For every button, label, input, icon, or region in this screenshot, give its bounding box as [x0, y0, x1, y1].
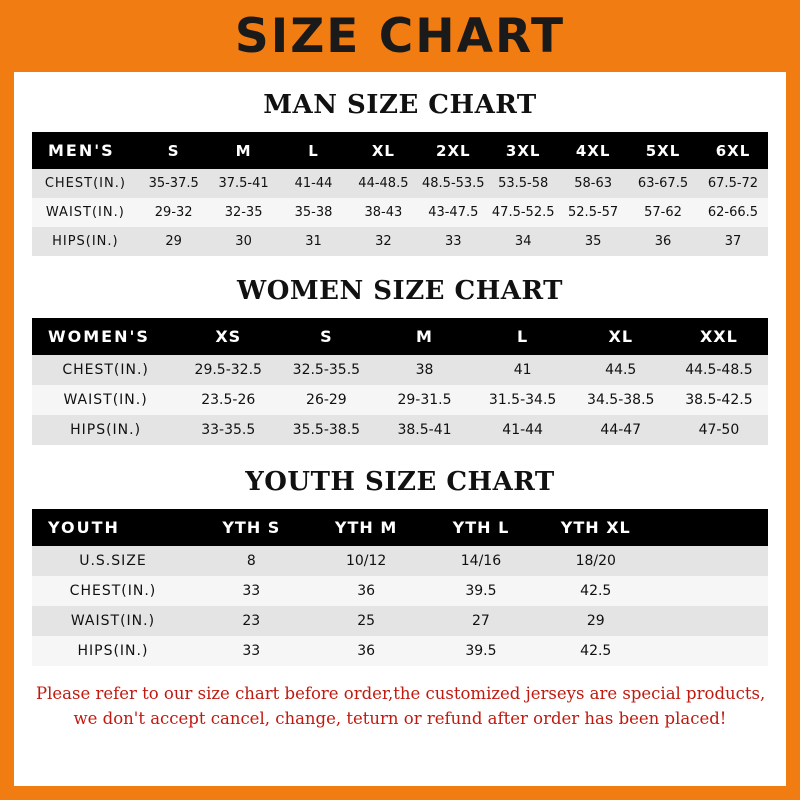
women-row-0-label: CHEST(IN.): [32, 355, 179, 385]
youth-col-0: YTH S: [194, 509, 309, 546]
women-r1-c5: 38.5-42.5: [670, 385, 768, 415]
men-r2-c8: 37: [698, 227, 768, 256]
men-table-body: [32, 169, 768, 256]
women-r0-c3: 41: [474, 355, 572, 385]
youth-r1-c4: [653, 576, 768, 606]
women-r1-c1: 26-29: [277, 385, 375, 415]
table-row: [32, 355, 768, 385]
youth-r2-c1: 25: [309, 606, 424, 636]
men-r1-c0: 29-32: [139, 198, 209, 227]
men-size-table: [32, 132, 768, 256]
men-r1-c4: 43-47.5: [418, 198, 488, 227]
women-size-table: [32, 318, 768, 445]
youth-col-2: YTH L: [424, 509, 539, 546]
women-r2-c3: 41-44: [474, 415, 572, 445]
men-header-row: [32, 132, 768, 169]
men-r2-c3: 32: [348, 227, 418, 256]
youth-row-3-label: HIPS(IN.): [32, 636, 194, 666]
men-r0-c7: 63-67.5: [628, 169, 698, 198]
table-row: [32, 576, 768, 606]
women-r2-c2: 38.5-41: [375, 415, 473, 445]
men-section-title: MAN SIZE CHART: [263, 90, 537, 120]
women-r2-c1: 35.5-38.5: [277, 415, 375, 445]
youth-r2-c2: 27: [424, 606, 539, 636]
women-table-body: [32, 355, 768, 445]
youth-header-label: YOUTH: [32, 509, 194, 546]
youth-r2-c3: 29: [538, 606, 653, 636]
women-col-3: L: [474, 318, 572, 355]
youth-r3-c1: 36: [309, 636, 424, 666]
table-row: [32, 546, 768, 576]
youth-table-head: [32, 509, 768, 546]
men-col-3: XL: [348, 132, 418, 169]
youth-row-1-label: CHEST(IN.): [32, 576, 194, 606]
youth-section-title: YOUTH SIZE CHART: [245, 467, 555, 497]
men-r1-c3: 38-43: [348, 198, 418, 227]
women-col-2: M: [375, 318, 473, 355]
men-r1-c8: 62-66.5: [698, 198, 768, 227]
youth-row-0-label: U.S.SIZE: [32, 546, 194, 576]
men-header-label: MEN'S: [32, 132, 139, 169]
youth-r3-c4: [653, 636, 768, 666]
men-r0-c0: 35-37.5: [139, 169, 209, 198]
men-r2-c0: 29: [139, 227, 209, 256]
youth-col-3: YTH XL: [538, 509, 653, 546]
youth-col-4: [653, 509, 768, 546]
women-col-1: S: [277, 318, 375, 355]
women-r0-c1: 32.5-35.5: [277, 355, 375, 385]
men-r1-c1: 32-35: [209, 198, 279, 227]
men-col-7: 5XL: [628, 132, 698, 169]
footer-note-line-2: we don't accept cancel, change, teturn or refund after order has been placed!: [73, 708, 727, 728]
youth-header-row: [32, 509, 768, 546]
men-col-5: 3XL: [488, 132, 558, 169]
women-row-1-label: WAIST(IN.): [32, 385, 179, 415]
men-r2-c6: 35: [558, 227, 628, 256]
women-table-head: [32, 318, 768, 355]
women-col-4: XL: [572, 318, 670, 355]
content-area: [14, 90, 786, 732]
youth-size-table: [32, 509, 768, 666]
youth-r1-c0: 33: [194, 576, 309, 606]
men-row-1-label: WAIST(IN.): [32, 198, 139, 227]
men-col-6: 4XL: [558, 132, 628, 169]
women-r0-c2: 38: [375, 355, 473, 385]
women-r2-c0: 33-35.5: [179, 415, 277, 445]
women-r1-c2: 29-31.5: [375, 385, 473, 415]
women-col-5: XXL: [670, 318, 768, 355]
table-row: [32, 415, 768, 445]
women-r0-c0: 29.5-32.5: [179, 355, 277, 385]
women-col-0: XS: [179, 318, 277, 355]
youth-r0-c3: 18/20: [538, 546, 653, 576]
men-r0-c6: 58-63: [558, 169, 628, 198]
youth-r1-c1: 36: [309, 576, 424, 606]
youth-r2-c4: [653, 606, 768, 636]
men-row-0-label: CHEST(IN.): [32, 169, 139, 198]
women-section-title: WOMEN SIZE CHART: [237, 276, 563, 306]
men-col-4: 2XL: [418, 132, 488, 169]
men-r0-c1: 37.5-41: [209, 169, 279, 198]
men-col-2: L: [279, 132, 349, 169]
men-r2-c4: 33: [418, 227, 488, 256]
footer-note-line-1: Please refer to our size chart before order,the customized jerseys are special products,: [36, 684, 766, 703]
men-r0-c3: 44-48.5: [348, 169, 418, 198]
youth-r0-c4: [653, 546, 768, 576]
women-r0-c5: 44.5-48.5: [670, 355, 768, 385]
men-r2-c5: 34: [488, 227, 558, 256]
table-row: [32, 198, 768, 227]
youth-r2-c0: 23: [194, 606, 309, 636]
men-r0-c2: 41-44: [279, 169, 349, 198]
youth-r1-c2: 39.5: [424, 576, 539, 606]
youth-r3-c2: 39.5: [424, 636, 539, 666]
page-title: SIZE CHART: [234, 8, 566, 64]
table-row: [32, 169, 768, 198]
men-r2-c7: 36: [628, 227, 698, 256]
youth-r0-c2: 14/16: [424, 546, 539, 576]
women-r1-c4: 34.5-38.5: [572, 385, 670, 415]
men-r1-c6: 52.5-57: [558, 198, 628, 227]
youth-r1-c3: 42.5: [538, 576, 653, 606]
men-r0-c8: 67.5-72: [698, 169, 768, 198]
men-r2-c1: 30: [209, 227, 279, 256]
women-r1-c3: 31.5-34.5: [474, 385, 572, 415]
men-r0-c5: 53.5-58: [488, 169, 558, 198]
women-r2-c5: 47-50: [670, 415, 768, 445]
youth-r3-c0: 33: [194, 636, 309, 666]
table-row: [32, 385, 768, 415]
youth-r0-c1: 10/12: [309, 546, 424, 576]
women-r0-c4: 44.5: [572, 355, 670, 385]
footer-note: [32, 682, 768, 732]
men-r1-c2: 35-38: [279, 198, 349, 227]
men-r1-c7: 57-62: [628, 198, 698, 227]
women-row-2-label: HIPS(IN.): [32, 415, 179, 445]
youth-col-1: YTH M: [309, 509, 424, 546]
men-row-2-label: HIPS(IN.): [32, 227, 139, 256]
youth-r0-c0: 8: [194, 546, 309, 576]
men-r2-c2: 31: [279, 227, 349, 256]
men-col-0: S: [139, 132, 209, 169]
header-band: [0, 0, 800, 72]
men-r1-c5: 47.5-52.5: [488, 198, 558, 227]
men-r0-c4: 48.5-53.5: [418, 169, 488, 198]
youth-table-body: [32, 546, 768, 666]
women-header-label: WOMEN'S: [32, 318, 179, 355]
women-r2-c4: 44-47: [572, 415, 670, 445]
men-table-head: [32, 132, 768, 169]
table-row: [32, 636, 768, 666]
youth-row-2-label: WAIST(IN.): [32, 606, 194, 636]
men-col-8: 6XL: [698, 132, 768, 169]
table-row: [32, 606, 768, 636]
men-col-1: M: [209, 132, 279, 169]
youth-r3-c3: 42.5: [538, 636, 653, 666]
table-row: [32, 227, 768, 256]
women-header-row: [32, 318, 768, 355]
women-r1-c0: 23.5-26: [179, 385, 277, 415]
